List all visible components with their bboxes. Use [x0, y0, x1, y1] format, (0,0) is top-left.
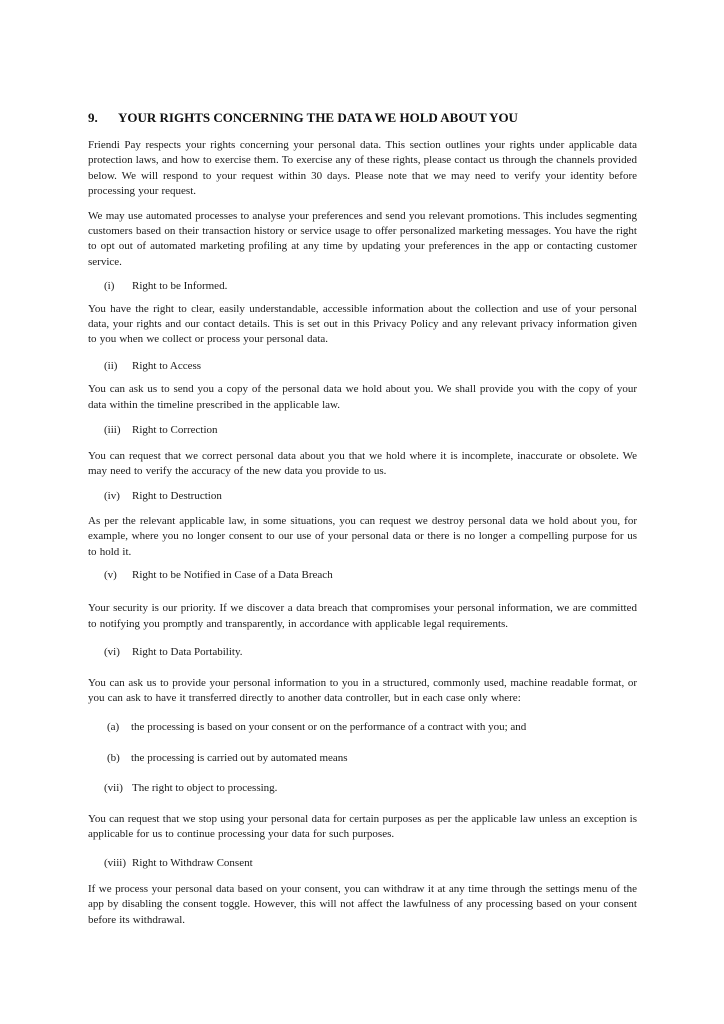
right-marker-iii: (iii) — [104, 424, 121, 437]
right-body-breach-notice: Your security is our priority. If we discover a data breach that compromises your personal information, we are committed to notifying you promptly and transparently, in accordance with applicable legal requirements. — [88, 602, 637, 630]
right-label-informed: Right to be Informed. — [132, 280, 228, 293]
section-title: YOUR RIGHTS CONCERNING THE DATA WE HOLD ABOUT YOU — [118, 110, 518, 125]
intro-paragraph-1: Friendi Pay respects your rights concerning your personal data. This section outlines your rights under applicable data protection laws, and how to exercise them. To exercise any of these rights, please contact us through the channels provided below. We will respond to your request within 30 days. Please note that we may need to verify your identity before processing your request. — [88, 139, 637, 198]
right-marker-ii: (ii) — [104, 359, 118, 372]
right-label-portability: Right to Data Portability. — [132, 646, 243, 659]
right-body-informed: You have the right to clear, easily understandable, accessible information about the collection and use of your personal data, your rights and our contact details. This is set out in this Privacy Policy and any relevant privacy information given to you when we collect or process your personal data. — [88, 302, 637, 346]
right-item-breach-notice — [88, 568, 637, 583]
right-label-withdraw-consent: Right to Withdraw Consent — [132, 857, 253, 870]
right-body-portability: You can ask us to provide your personal information to you in a structured, commonly used, machine readable format, or you can ask to have it transferred directly to another data controller, but in each case only where: — [88, 676, 637, 704]
right-marker-i: (i) — [104, 280, 115, 293]
right-label-object: The right to object to processing. — [132, 782, 278, 795]
sub-marker-a: (a) — [107, 721, 120, 734]
sub-item-a — [88, 720, 637, 735]
sub-item-b — [88, 751, 637, 766]
right-marker-vii: (vii) — [104, 782, 123, 795]
right-item-access — [88, 359, 637, 374]
right-marker-vi: (vi) — [104, 646, 120, 659]
right-body-destruction: As per the relevant applicable law, in some situations, you can request we destroy personal data we hold about you, for example, where you no longer consent to our use of your personal data or there is no longer a compelling purpose for us to hold it. — [88, 514, 637, 558]
right-item-informed — [88, 279, 637, 294]
right-marker-viii: (viii) — [104, 857, 126, 870]
intro-paragraph-2: We may use automated processes to analyse your preferences and send you relevant promotions. This includes segmenting customers based on their transaction history or service usage to offer personalized marketing messages. You have the right to opt out of automated marketing profiling at any time by updating your preferences in the app or contacting customer service. — [88, 209, 637, 268]
right-label-breach-notice: Right to be Notified in Case of a Data Breach — [132, 568, 333, 581]
right-body-object: You can request that we stop using your personal data for certain purposes as per the applicable law unless an exception is applicable for us to continue processing your data for such purposes. — [88, 812, 637, 840]
right-label-access: Right to Access — [132, 359, 202, 372]
right-item-correction — [88, 423, 637, 438]
right-label-destruction: Right to Destruction — [132, 490, 222, 503]
sub-text-a: the processing is based on your consent or on the performance of a contract with you; and — [131, 721, 527, 734]
right-marker-v: (v) — [104, 568, 117, 581]
right-body-withdraw-consent: If we process your personal data based on your consent, you can withdraw it at any time through the settings menu of the app by disabling the consent toggle. However, this will not affect the lawfulness of any processing based on your consent before its withdrawal. — [88, 882, 637, 926]
right-body-access: You can ask us to send you a copy of the personal data we hold about you. We shall provide you with the copy of your data within the timeline prescribed in the applicable law. — [88, 383, 637, 411]
section-number: 9. — [88, 110, 98, 125]
right-item-withdraw-consent — [88, 856, 637, 871]
section-heading — [88, 110, 637, 126]
right-marker-iv: (iv) — [104, 490, 120, 503]
document-content — [88, 110, 637, 928]
sub-marker-b: (b) — [107, 751, 120, 764]
right-item-destruction — [88, 489, 637, 504]
right-item-object — [88, 781, 637, 796]
right-item-portability — [88, 645, 637, 660]
sub-text-b: the processing is carried out by automated means — [131, 751, 348, 764]
right-body-correction: You can request that we correct personal data about you that we hold where it is incomplete, inaccurate or obsolete. We may need to verify the accuracy of the new data you provide to us. — [88, 449, 637, 477]
right-label-correction: Right to Correction — [132, 424, 218, 437]
